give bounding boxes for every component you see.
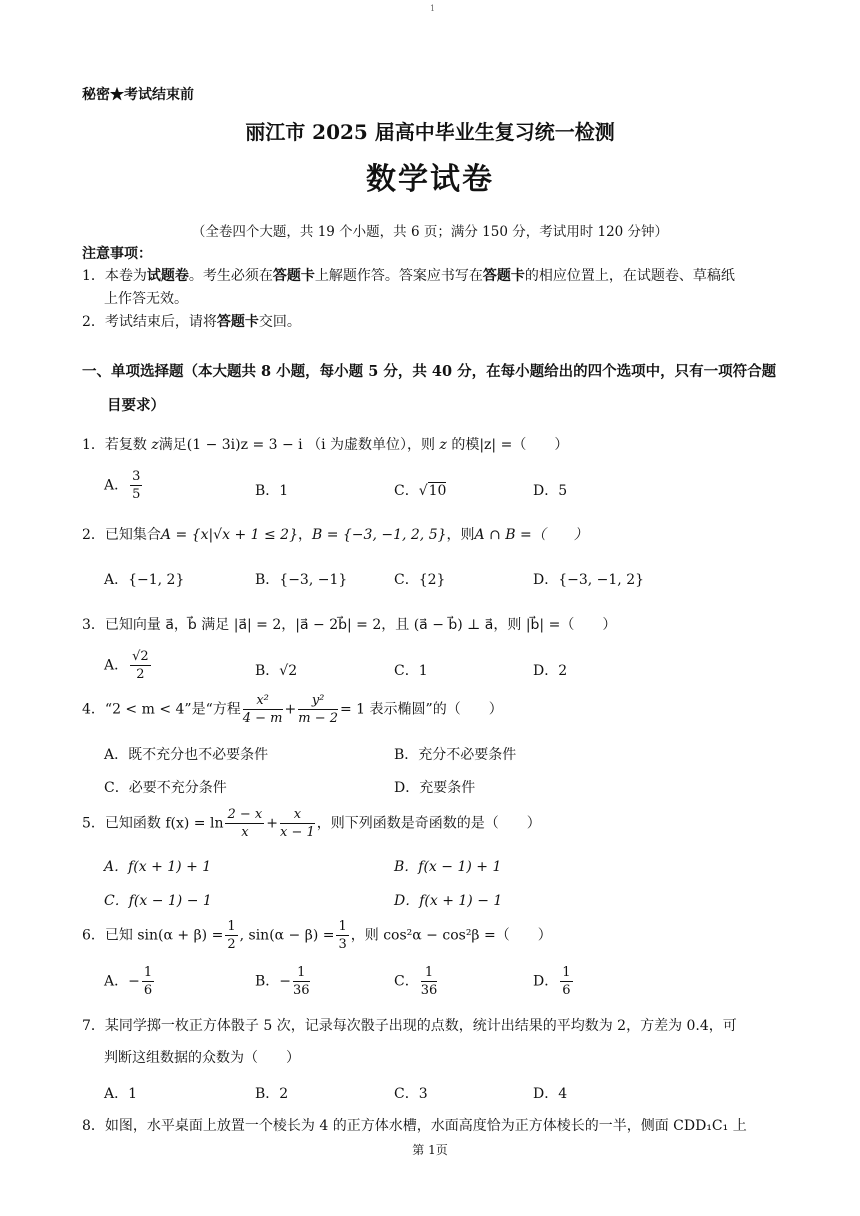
question-7: 7．某同学掷一枚正方体骰子 5 次，记录每次骰子出现的点数，统计出结果的平均数为 2，方差为 0.4，可 xyxy=(82,1018,737,1034)
q6-d-denominator: 6 xyxy=(562,983,571,998)
q2-option-b: B．{−3, −1} xyxy=(255,572,348,588)
q3-a-denominator: 2 xyxy=(136,667,145,682)
note-1-prefix: 1．本卷为 xyxy=(82,268,147,284)
note-1-tail: 的相应位置上，在试题卷、草稿纸 xyxy=(524,268,735,284)
question-8: 8．如图，水平桌面上放置一个棱长为 4 的正方体水槽，水面高度恰为正方体棱长的一半，侧面 CDD₁C₁ 上 xyxy=(82,1118,747,1134)
q6-option-a-label: A．− xyxy=(104,973,140,990)
q6-a-numerator: 1 xyxy=(143,965,153,980)
q5-option-a: A．f(x + 1) + 1 xyxy=(104,859,212,875)
q3-option-c: C．1 xyxy=(394,663,428,679)
note-1-bold-card: 答题卡 xyxy=(272,268,315,284)
note-1-mid1: 。考生必须在 xyxy=(188,268,273,284)
q5-text-b: ，则下列函数是奇函数的是（ ） xyxy=(316,815,541,832)
q6-option-c-fraction xyxy=(421,964,438,999)
q4-f2-numerator: y² xyxy=(298,692,338,710)
q5-option-c: C．f(x − 1) − 1 xyxy=(104,893,212,909)
q1-modulus: |z| =（ ） xyxy=(479,437,569,453)
q1-text-a: 1．若复数 xyxy=(82,437,147,453)
q6-option-b-label: B．− xyxy=(255,973,292,990)
note-2-tail: 交回。 xyxy=(258,314,301,330)
q3-option-a-fraction xyxy=(130,648,151,683)
q5-fraction-2 xyxy=(280,806,315,841)
q1-a-numerator: 3 xyxy=(132,469,141,484)
q4-f2-denominator: m − 2 xyxy=(298,711,338,726)
q3-option-d: D．2 xyxy=(533,663,568,679)
q7-option-d: D．4 xyxy=(533,1086,568,1102)
q4-option-b: B．充分不必要条件 xyxy=(394,747,517,763)
q2-ask: A ∩ B =（ ） xyxy=(474,527,588,543)
q1-text-d: 的模 xyxy=(451,437,480,453)
q1-option-a-fraction xyxy=(130,468,142,503)
q2-option-a: A．{−1, 2} xyxy=(104,572,185,588)
q1-option-a-label: A． xyxy=(104,477,129,494)
q1-option-c: C．√10 xyxy=(394,483,447,499)
q6-f2-numerator: 1 xyxy=(338,919,347,934)
q6-a-denominator: 6 xyxy=(143,983,153,998)
exam-info: （全卷四个大题，共 19 个小题，共 6 页；满分 150 分，考试用时 120 分钟） xyxy=(191,224,669,240)
q4-option-d: D．充要条件 xyxy=(394,780,476,796)
q2-set-a: A = {x|√x + 1 ≤ 2} xyxy=(160,527,298,543)
page-number: 第 1页 xyxy=(412,1143,448,1157)
q4-text-a: 4．“2 < m < 4”是“方程 xyxy=(82,701,241,718)
q6-option-c xyxy=(394,964,439,999)
q6-text-a: 6．已知 sin(α + β) = xyxy=(82,927,224,944)
note-1 xyxy=(82,265,735,285)
section-heading-line2: 目要求） xyxy=(107,397,165,414)
notes-heading: 注意事项： xyxy=(82,246,152,262)
q6-text-b: ，则 cos²α − cos²β =（ ） xyxy=(350,927,552,944)
q6-c-numerator: 1 xyxy=(421,964,438,982)
q7-option-a: A．1 xyxy=(104,1086,138,1102)
q1-text-c: （i 为虚数单位），则 xyxy=(307,437,436,453)
question-3: 3．已知向量 a⃗，b⃗ 满足 |a⃗| = 2，|a⃗ − 2b⃗| = 2，且 (a⃗ − b⃗) ⊥ a⃗，则 |b⃗| =（ ） xyxy=(82,617,617,633)
note-1-mid2: 上解题作答。答案应书写在 xyxy=(314,268,483,284)
q1-var-z: z xyxy=(151,437,159,453)
q4-text-b: = 1 表示椭圆”的（ ） xyxy=(340,701,503,718)
q3-a-numerator: √2 xyxy=(132,649,149,664)
q6-option-b-fraction xyxy=(293,964,310,999)
q4-option-c: C．必要不充分条件 xyxy=(104,780,227,796)
q6-fraction-2 xyxy=(336,918,348,953)
q6-mid: , sin(α − β) = xyxy=(239,927,335,944)
section-heading: 一、单项选择题（本大题共 8 小题，每小题 5 分，共 40 分，在每小题给出的四个选项中，只有一项符合题 xyxy=(82,363,777,380)
q6-option-b xyxy=(255,964,312,999)
q5-f2-denominator: x − 1 xyxy=(279,825,315,840)
q5-fraction-1 xyxy=(225,806,264,841)
q2-set-b: B = {−3, −1, 2, 5} xyxy=(311,527,447,543)
page-top-mark: 1 xyxy=(430,4,436,13)
q6-f1-denominator: 2 xyxy=(227,937,236,952)
q2-option-c: C．{2} xyxy=(394,572,446,588)
q2-separator: ， xyxy=(297,527,312,543)
q5-plus: + xyxy=(266,815,278,832)
question-1 xyxy=(82,434,568,454)
question-2 xyxy=(82,524,588,544)
q1-option-c-radicand: 10 xyxy=(428,483,447,499)
q4-f1-denominator: 4 − m xyxy=(242,711,283,726)
q4-fraction-x xyxy=(243,692,283,727)
q2-text-b: ，则 xyxy=(446,527,475,543)
q6-b-denominator: 36 xyxy=(293,983,310,998)
q6-option-a xyxy=(104,964,156,999)
q5-f1-denominator: x xyxy=(241,825,249,840)
q6-c-denominator: 36 xyxy=(420,983,438,998)
q1-equation: (1 − 3i)z = 3 − i xyxy=(186,437,303,453)
note-2-prefix: 2．考试结束后，请将 xyxy=(82,314,217,330)
exam-school-title: 丽江市 2025 届高中毕业生复习统一检测 xyxy=(245,120,615,144)
q7-option-b: B．2 xyxy=(255,1086,289,1102)
q3-option-a xyxy=(104,648,153,683)
note-2 xyxy=(82,311,301,331)
q3-option-a-label: A． xyxy=(104,657,129,674)
q4-option-a: A．既不充分也不必要条件 xyxy=(104,747,269,763)
q1-var-z-2: z xyxy=(439,437,447,453)
question-4 xyxy=(82,692,503,727)
q5-f1-numerator: 2 − x xyxy=(227,807,263,822)
question-5 xyxy=(82,806,541,841)
q6-option-a-fraction xyxy=(142,964,154,999)
q6-option-d-fraction xyxy=(560,964,572,999)
q5-option-d: D．f(x + 1) − 1 xyxy=(394,893,503,909)
q1-text-b: 满足 xyxy=(158,437,187,453)
exam-main-title: 数学试卷 xyxy=(366,162,494,197)
q4-f1-numerator: x² xyxy=(243,692,283,710)
q4-fraction-y xyxy=(298,692,338,727)
note-1-bold-card-2: 答题卡 xyxy=(482,268,525,284)
q6-f1-numerator: 1 xyxy=(227,919,236,934)
q6-f2-denominator: 3 xyxy=(338,937,347,952)
q1-option-a xyxy=(104,468,144,503)
question-7-line2: 判断这组数据的众数为（ ） xyxy=(104,1050,300,1066)
q6-d-numerator: 1 xyxy=(562,965,571,980)
confidential-label: 秘密★考试结束前 xyxy=(82,87,194,103)
q5-f2-numerator: x xyxy=(280,806,315,824)
q6-option-d-label: D． xyxy=(533,973,559,990)
q6-b-numerator: 1 xyxy=(293,964,310,982)
q7-option-c: C．3 xyxy=(394,1086,428,1102)
q1-option-d: D．5 xyxy=(533,483,568,499)
q2-text-a: 2．已知集合 xyxy=(82,527,161,543)
question-6 xyxy=(82,918,552,953)
note-2-bold-card: 答题卡 xyxy=(216,314,259,330)
q1-option-b: B．1 xyxy=(255,483,289,499)
q6-option-d xyxy=(533,964,575,999)
q1-a-denominator: 5 xyxy=(132,487,141,502)
q3-option-b: B．√2 xyxy=(255,663,298,679)
note-1-bold-paper: 试题卷 xyxy=(146,268,189,284)
q5-text-a: 5．已知函数 f(x) = ln xyxy=(82,815,224,832)
q6-fraction-1 xyxy=(225,918,237,953)
q6-option-c-label: C． xyxy=(394,973,419,990)
q1-option-c-label: C． xyxy=(394,483,419,499)
q4-plus: + xyxy=(284,701,297,718)
q2-option-d: D．{−3, −1, 2} xyxy=(533,572,645,588)
q5-option-b: B．f(x − 1) + 1 xyxy=(394,859,502,875)
note-1-line2: 上作答无效。 xyxy=(104,291,188,307)
